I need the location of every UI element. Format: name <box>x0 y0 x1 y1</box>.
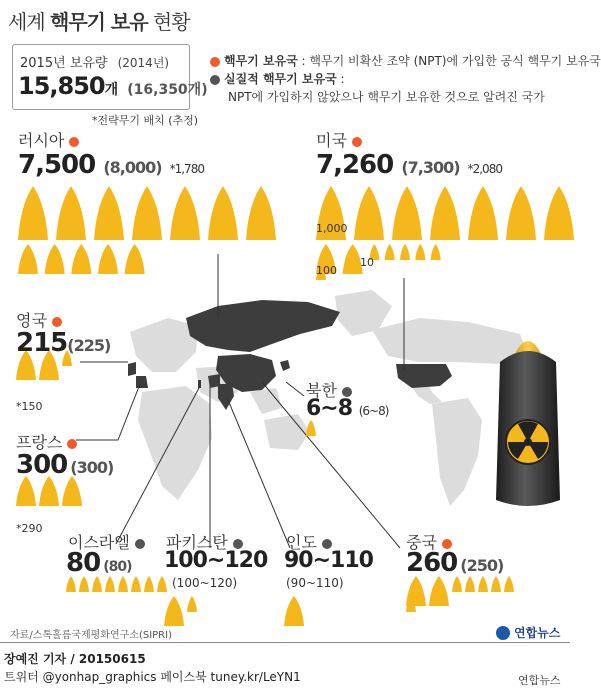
warhead-icon-100-러시아 <box>71 244 91 274</box>
warhead-icon-10-중국 <box>452 576 462 592</box>
official-dot-icon <box>52 317 62 327</box>
yonhap-logo-icon <box>496 626 510 640</box>
reporter-line: 장예진 기자 / 20150615 <box>4 652 146 666</box>
uk-value-row <box>16 328 110 358</box>
nkorea-prev: (6~8) <box>358 404 389 418</box>
nkorea-value: 6~8 <box>306 396 353 421</box>
nkorea-leader-line <box>286 382 304 396</box>
legend-defacto-colon: : <box>336 72 345 86</box>
credit-line: 연합뉴스 <box>518 674 561 687</box>
warhead-icon-10-중국 <box>478 576 488 592</box>
usa-name-row <box>316 128 366 151</box>
warhead-icon-1000-미국 <box>544 186 574 240</box>
south-america-shape <box>432 398 482 506</box>
warhead-icon-10-중국 <box>504 576 514 592</box>
total-footnote: *전략무기 배치 (추정) <box>92 114 199 127</box>
warhead-icon-10-이스라엘 <box>105 576 115 592</box>
warhead-icon-1000-러시아 <box>56 186 86 240</box>
warhead-icon-10-미국 <box>400 244 410 260</box>
warhead-icon-1000-미국 <box>468 186 498 240</box>
uk-name: 영국 <box>16 311 47 330</box>
warhead-icon-100-프랑스 <box>16 476 36 506</box>
africa-shape <box>138 386 212 500</box>
warhead-illustration <box>496 341 560 506</box>
warhead-icon-10-이스라엘 <box>66 576 76 592</box>
usa-unit-1000: 1,000 <box>316 222 348 235</box>
usa-prev: (7,300) <box>401 158 460 177</box>
warhead-icon-1000-러시아 <box>18 186 48 240</box>
pakistan-value: 100~120 <box>164 548 268 573</box>
india-prev: (90~110) <box>286 576 344 590</box>
legend-official-desc: : 핵무기 비확산 조약 (NPT)에 가입한 공식 핵무기 보유국 <box>297 54 601 68</box>
title-prefix: 세계 <box>8 10 50 34</box>
source-note: 자료/스톡홀름국제평화연구소(SIPRI) <box>10 630 172 641</box>
warhead-icon-1000-미국 <box>354 186 384 240</box>
warhead-icon-10-이스라엘 <box>118 576 128 592</box>
warhead-icon-100-중국 <box>429 576 449 606</box>
pakistan-prev: (100~120) <box>172 576 238 590</box>
france-value: 300 <box>16 450 68 480</box>
warhead-icon-1000-러시아 <box>132 186 162 240</box>
warhead-icon-10-파키스탄 <box>187 596 197 612</box>
usa-strategic: *2,080 <box>467 162 502 176</box>
warhead-icon-10-북한 <box>306 420 316 436</box>
nkorea-name: 북한 <box>306 381 337 400</box>
france-shape <box>136 376 148 388</box>
total-prev: (16,350개) <box>127 82 208 98</box>
title-emphasis: 핵무기 보유 <box>50 10 148 34</box>
warhead-icon-100-프랑스 <box>39 476 59 506</box>
india-shape <box>218 384 234 410</box>
warhead-icon-10-이스라엘 <box>131 576 141 592</box>
warhead-icon-100-러시아 <box>125 244 145 274</box>
france-prev: (300) <box>70 458 114 477</box>
usa-name: 미국 <box>316 131 347 150</box>
russia-shape <box>186 300 340 352</box>
russia-name-row <box>18 128 83 151</box>
china-value: 260 <box>406 548 458 578</box>
social-line: 트위터 @yonhap_graphics 페이스북 tuney.kr/LeYN1 <box>4 670 301 684</box>
france-leader-line <box>76 384 140 440</box>
israel-name: 이스라엘 <box>68 533 130 552</box>
defacto-dot-icon <box>342 387 352 397</box>
france-strategic: *290 <box>16 522 43 535</box>
china-name: 중국 <box>406 533 437 552</box>
usa-value: 7,260 <box>316 150 394 180</box>
warhead-icon-100-러시아 <box>18 244 38 274</box>
warhead-icon-100-파키스탄 <box>164 596 184 626</box>
warhead-icon-100-인도 <box>284 596 304 626</box>
warhead-icon-10-이스라엘 <box>157 576 167 592</box>
total-year-note: (2014년) <box>117 56 170 70</box>
legend-official-label: 핵무기 보유국 <box>224 54 298 68</box>
warhead-icon-100-러시아 <box>98 244 118 274</box>
total-unit: 개 <box>104 82 119 98</box>
pakistan-name: 파키스탄 <box>166 533 228 552</box>
yonhap-logo <box>496 622 560 641</box>
china-value-row <box>406 548 503 578</box>
title-suffix: 현황 <box>147 10 190 34</box>
israel-value: 80 <box>66 548 101 578</box>
warhead-icon-10-이스라엘 <box>144 576 154 592</box>
warhead-icon-10-이스라엘 <box>79 576 89 592</box>
france-value-row <box>16 450 113 480</box>
russia-value: 7,500 <box>18 150 96 180</box>
legend-defacto-desc: NPT에 가입하지 않았으나 핵무기 보유한 것으로 알려진 국가 <box>228 90 545 104</box>
defacto-dot-icon <box>322 539 332 549</box>
israel-value-row <box>66 548 131 578</box>
official-dot-icon <box>442 539 452 549</box>
china-prev: (250) <box>460 556 504 575</box>
warhead-icon-1000-미국 <box>506 186 536 240</box>
warhead-icon-10-미국 <box>431 244 441 260</box>
france-name: 프랑스 <box>16 433 63 452</box>
defacto-dot-icon <box>233 539 243 549</box>
official-dot-icon <box>67 439 77 449</box>
warhead-icon-10-미국 <box>415 244 425 260</box>
warhead-icon-1000-러시아 <box>170 186 200 240</box>
uk-strategic: *150 <box>16 400 43 413</box>
nkorea-shape <box>280 360 290 371</box>
usa-unit-100: 100 <box>316 264 337 277</box>
warhead-icon-100-프랑스 <box>62 476 82 506</box>
russia-prev: (8,000) <box>103 158 162 177</box>
warhead-icon-1000-러시아 <box>246 186 276 240</box>
warhead-icon-1000-러시아 <box>208 186 238 240</box>
warhead-icon-1000-미국 <box>392 186 422 240</box>
warhead-icon-10-이스라엘 <box>92 576 102 592</box>
warhead-icon-100-러시아 <box>45 244 65 274</box>
defacto-dot-icon <box>135 539 145 549</box>
footer-divider <box>0 642 570 643</box>
total-value: 15,850 <box>18 72 105 100</box>
canada-shape <box>372 318 528 364</box>
official-dot-icon <box>69 137 79 147</box>
official-dot-icon <box>352 137 362 147</box>
warhead-icon-10-미국 <box>385 244 395 260</box>
india-name: 인도 <box>286 533 317 552</box>
uk-prev: (225) <box>67 336 111 355</box>
warhead-icon-1000-러시아 <box>94 186 124 240</box>
nkorea-value-row <box>306 396 388 421</box>
india-value: 90~110 <box>284 548 373 573</box>
israel-prev: (80) <box>103 559 132 575</box>
uk-shape <box>128 362 136 376</box>
yonhap-logo-text: 연합뉴스 <box>514 626 561 640</box>
russia-strategic: *1,780 <box>169 162 204 176</box>
uk-value: 215 <box>16 328 68 358</box>
russia-name: 러시아 <box>18 131 65 150</box>
usa-value-row <box>316 150 502 180</box>
warhead-icon-10-중국 <box>491 576 501 592</box>
usa-unit-10: 10 <box>360 256 374 269</box>
legend-defacto-label: 실질적 핵무기 보유국 <box>224 72 337 86</box>
warhead-icon-10-중국 <box>465 576 475 592</box>
total-label: 2015년 보유량 <box>20 56 108 71</box>
russia-value-row <box>18 150 204 180</box>
warhead-icon-1000-미국 <box>430 186 460 240</box>
